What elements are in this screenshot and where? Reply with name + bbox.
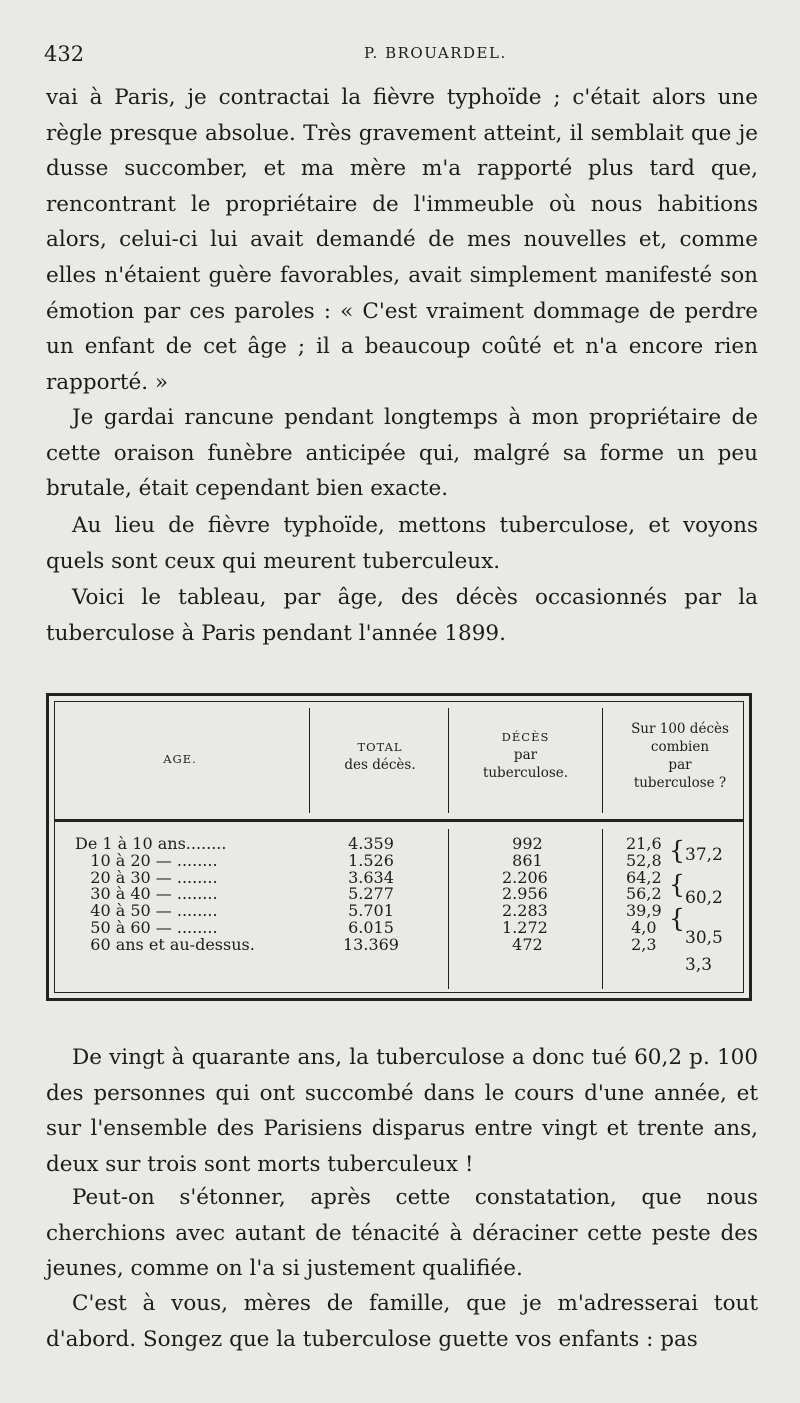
column-divider bbox=[448, 708, 449, 813]
column-divider bbox=[602, 829, 603, 989]
brace-icon: { bbox=[669, 870, 685, 899]
mortality-table bbox=[46, 693, 752, 1001]
per-hundred-column: 21,6 52,8 64,2 56,2 39,9 4,0 2,3 bbox=[626, 834, 662, 954]
header-total: TOTAL des décès. bbox=[344, 740, 416, 773]
page-header bbox=[44, 42, 760, 72]
paragraph-5: De vingt à quarante ans, la tuberculose a donc tué 60,2 p. 100 des personnes qui ont succombé dans le cours d'une année, et sur l'ensemble des Parisiens disparus entre vingt et trente ans, deux sur trois sont morts tuberculeux ! bbox=[46, 1045, 758, 1177]
column-divider bbox=[448, 829, 449, 989]
table-inner-frame bbox=[54, 701, 744, 993]
paragraph-2: Je gardai rancune pendant longtemps à mon propriétaire de cette oraison funèbre anticipée qui, malgré sa forme un peu brutale, était cependant bien exacte. bbox=[46, 405, 758, 502]
group-value: 30,5 bbox=[685, 928, 723, 948]
paragraph-7: C'est à vous, mères de famille, que je m'adresserai tout d'abord. Songez que la tuberculose guette vos enfants : pas bbox=[46, 1291, 758, 1352]
paragraph-6: Peut-on s'étonner, après cette constatation, que nous cherchions avec autant de ténacité à déraciner cette peste des jeunes, comme on l'a si justement qualifiée. bbox=[46, 1185, 758, 1282]
brace-icon: { bbox=[669, 836, 685, 865]
header-rule bbox=[55, 819, 743, 822]
header-age: AGE. bbox=[163, 752, 197, 766]
page-number: 432 bbox=[44, 42, 85, 66]
group-value: 60,2 bbox=[685, 888, 723, 908]
column-divider bbox=[602, 708, 603, 813]
deces-column: 992 861 2.206 2.956 2.283 1.272 472 bbox=[502, 834, 548, 954]
group-value: 37,2 bbox=[685, 845, 723, 865]
brace-icon: { bbox=[669, 904, 685, 933]
paragraph-4: Voici le tableau, par âge, des décès occasionnés par la tuberculose à Paris pendant l'année 1899. bbox=[46, 585, 758, 646]
total-column: 4.359 1.526 3.634 5.277 5.701 6.015 13.369 bbox=[343, 834, 399, 954]
running-head: P. BROUARDEL. bbox=[364, 44, 507, 62]
paragraph-1: vai à Paris, je contractai la fièvre typhoïde ; c'était alors une règle presque absolue. Très gravement atteint, il semblait que je dusse succomber, et ma mère m'a rapporté plus tard que, rencontrant le propriétaire de l'immeuble où nous habitions alors, celui-ci lui avait demandé de mes nouvelles et, comme elles n'étaient guère favorables, avait simplement manifesté son émotion par ces paroles : « C'est vraiment dommage de perdre un enfant de cet âge ; il a beaucoup coûté et n'a encore rien rapporté. » bbox=[46, 85, 758, 395]
header-per-hundred: Sur 100 décès combien par tuberculose ? bbox=[631, 721, 729, 791]
paragraph-3: Au lieu de fièvre typhoïde, mettons tuberculose, et voyons quels sont ceux qui meurent tuberculeux. bbox=[46, 513, 758, 574]
group-value: 3,3 bbox=[685, 955, 713, 975]
column-divider bbox=[309, 708, 310, 813]
age-column: De 1 à 10 ans........ 10 à 20 — ........ 20 à 30 — ........ 30 à 40 — ........ 40 à 50 — ........ 50 à 60 — ........ 60 ans et au-dessus. bbox=[75, 834, 255, 954]
header-deces: DÉCÈS par tuberculose. bbox=[482, 730, 569, 781]
